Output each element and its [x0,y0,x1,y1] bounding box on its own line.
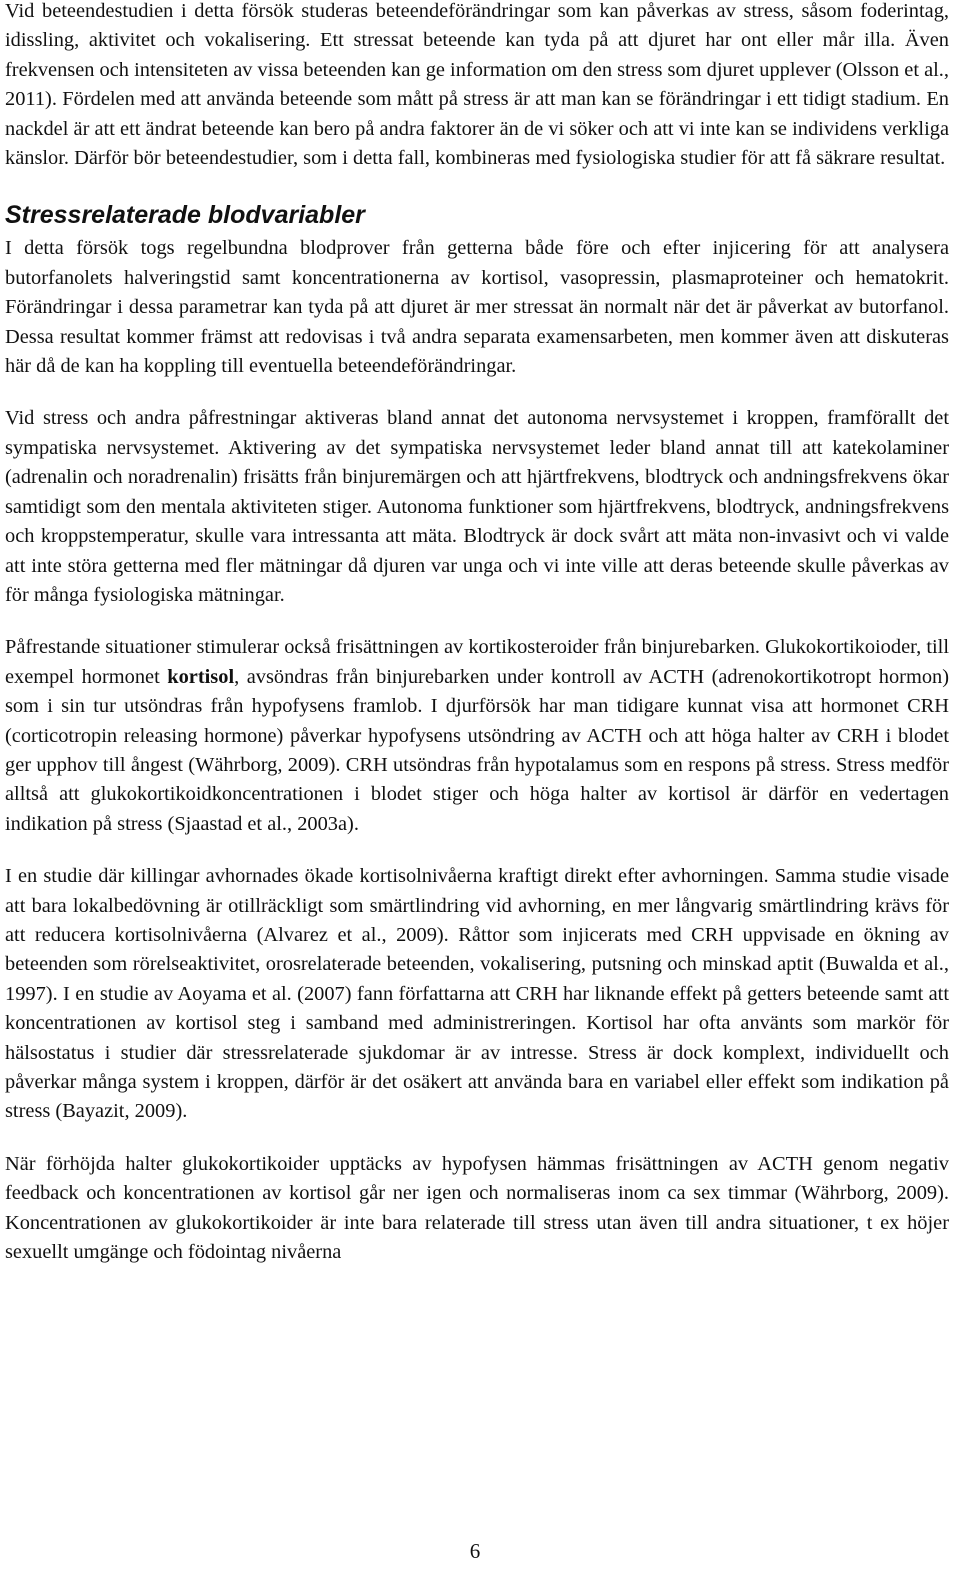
body-paragraph-negative-feedback: När förhöjda halter glukokortikoider upptäcks av hypofysen hämmas frisättningen av ACTH genom negativ feedback och koncentrationen av kortisol går ner igen och normaliseras inom ca sex timmar (Währborg, 2009). Koncentrationen av glukokortikoider är inte bara relaterade till stress utan även till andra situationer, t ex höjer sexuellt umgänge och födointag nivåerna [5,1152,949,1264]
section-heading: Stressrelaterade blodvariabler [5,201,365,230]
body-paragraph-kid-dehorning-study: I en studie där killingar avhornades ökade kortisolnivåerna kraftigt direkt efter avhorningen. Samma studie visade att bara lokalbedövning är otillräckligt som smärtlindring vid avhorning, en mer långvarig smärtlindring krävs för att reducera kortisolnivåerna (Alvarez et al., 2009). Råttor som injicerats med CRH uppvisade en ökning av beteenden som rörelseaktivitet, orosrelaterade beteenden, vokalisering, putsning och minskad aptit (Buwalda et al., 1997). I en studie av Aoyama et al. (2007) fann författarna att CRH har liknande effekt på getters beteende samt att koncentrationen av kortisol steg i samband med administreringen. Kortisol har ofta använts som markör för hälsostatus i studier där stressrelaterade sjukdomar är av intresse. Stress är dock komplext, individuellt och påverkar många system i kroppen, därför är det osäkert att använda bara en variabel eller effekt som indikation på stress (Bayazit, 2009). [5,865,949,1123]
body-paragraph-blood-samples: I detta försök togs regelbundna blodprover från getterna både före och efter injicering för att analysera butorfanolets halveringstid samt koncentrationerna av kortisol, vasopressin, plasmaproteiner och hematokrit. Förändringar i dessa parametrar kan tyda på att djuret är mer stressat än normalt när det är påverkat av butorfanol. Dessa resultat kommer främst att redovisas i två andra separata examensarbeten, men kommer även att diskuteras här då de kan ha koppling till eventuella beteendeförändringar. [5,237,949,378]
page-number: 6 [469,1539,481,1563]
document-page [5,0,949,1267]
cortisol-text-after: , avsöndras från binjurebarken under kontroll av ACTH (adrenokortikotropt hormon) som i sin tur utsöndras från hypofysens framlob. I djurförsök har man tidigare kunnat visa att hormonet CRH (corticotropin releasing hormone) påverkar hypofysens utsöndring av ACTH och att höga halter av CRH i blodet ger upphov till ångest (Währborg, 2009). CRH utsöndras från hypotalamus som en respons på stress. Stress medför alltså att glukokortikoidkoncentrationen i blodet stiger och höga halter av kortisol är därför en vedertagen indikation på stress (Sjaastad et al., 2003a). [5,665,949,835]
cortisol-bold-term: kortisol [167,665,235,688]
intro-paragraph: Vid beteendestudien i detta försök studeras beteendeförändringar som kan påverkas av stress, såsom foderintag, idissling, aktivitet och vokalisering. Ett stressat beteende kan tyda på att djuret har ont eller mår illa. Även frekvensen och intensiteten av vissa beteenden kan ge information om den stress som djuret upplever (Olsson et al., 2011). Fördelen med att använda beteende som mått på stress är att man kan se förändringar i ett tidigt stadium. En nackdel är att ett ändrat beteende kan bero på andra faktorer än de vi söker och att vi inte kan se individens verkliga känslor. Därför bör beteendestudier, som i detta fall, kombineras med fysiologiska studier för att få säkrare resultat. [5,0,949,170]
body-paragraph-cortisol [5,633,949,839]
cortisol-text-before: Påfrestande situationer stimulerar också frisättningen av kortikosteroider från binjurebarken. Glukokortikoioder, till exempel hormonet [5,636,949,688]
body-paragraph-autonomic-nervous-system: Vid stress och andra påfrestningar aktiveras bland annat det autonoma nervsystemet i kroppen, framförallt det sympatiska nervsystemet. Aktivering av det sympatiska nervsystemet leder bland annat till att katekolaminer (adrenalin och noradrenalin) frisätts från binjuremärgen och att hjärtfrekvens, blodtryck och andningsfrekvens ökar samtidigt som den mentala aktiviteten stiger. Autonoma funktioner som hjärtfrekvens, blodtryck, andningsfrekvens och kroppstemperatur, skulle vara intressanta att mäta. Blodtryck är dock svårt att mäta non-invasivt och vi valde att inte störa getterna med fler mätningar då djuren var unga och vi inte ville att deras beteende skulle påverkas av för många fysiologiska mätningar. [5,407,949,606]
